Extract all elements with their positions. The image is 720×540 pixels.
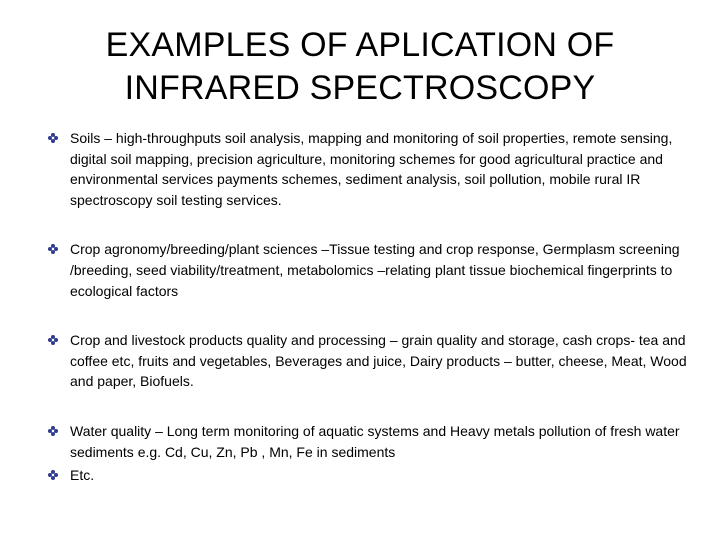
bullet-text: – Long term monitoring of aquatic systems and Heavy metals pollution of fresh water sediments e.g. Cd, Cu, Zn, Pb , Mn, Fe in sediments xyxy=(70,422,680,460)
diamond-bullet-icon xyxy=(48,244,58,254)
bullet-text: Etc. xyxy=(70,467,95,484)
slide-title-line-2: INFRARED SPECTROSCOPY xyxy=(124,69,596,107)
bullet-text: – high-throughputs soil analysis, mapping and monitoring of soil properties, remote sensing, digital soil mapping, precision agriculture, monitoring schemes for good agricultural practice and environmental services payments schemes, sediment analysis, soil pollution, mobile rural IR spectroscopy soil testing services. xyxy=(70,130,673,208)
bullet-list xyxy=(48,128,688,486)
slide-title xyxy=(0,24,720,110)
diamond-bullet-icon xyxy=(48,470,58,480)
bullet-item-crop-agronomy xyxy=(48,239,688,301)
bullet-item-water-quality xyxy=(48,421,688,462)
bullet-text: – grain quality and storage, cash crops- tea and coffee etc, fruits and vegetables, Beverages and juice, Dairy products – butter, cheese, Meat, Wood and paper, Biofuels. xyxy=(70,332,687,390)
bullet-item-crop-livestock xyxy=(48,330,688,392)
bullet-term: Crop agronomy/breeding/plant sciences xyxy=(70,241,318,258)
bullet-term: Water quality xyxy=(70,422,152,439)
slide-title-line-1: EXAMPLES OF APLICATION OF xyxy=(105,26,615,64)
diamond-bullet-icon xyxy=(48,133,58,143)
bullet-term: Soils xyxy=(70,130,101,146)
bullet-term: Crop and livestock products quality and processing xyxy=(70,332,386,349)
bullet-text: –Tissue testing and crop response, Germplasm screening /breeding, seed viability/treatment, metabolomics –relating plant tissue biochemical fingerprints to ecological factors xyxy=(70,241,680,299)
bullet-item-soils xyxy=(48,128,688,210)
diamond-bullet-icon xyxy=(48,335,58,345)
diamond-bullet-icon xyxy=(48,426,58,436)
bullet-item-etc xyxy=(48,465,688,486)
